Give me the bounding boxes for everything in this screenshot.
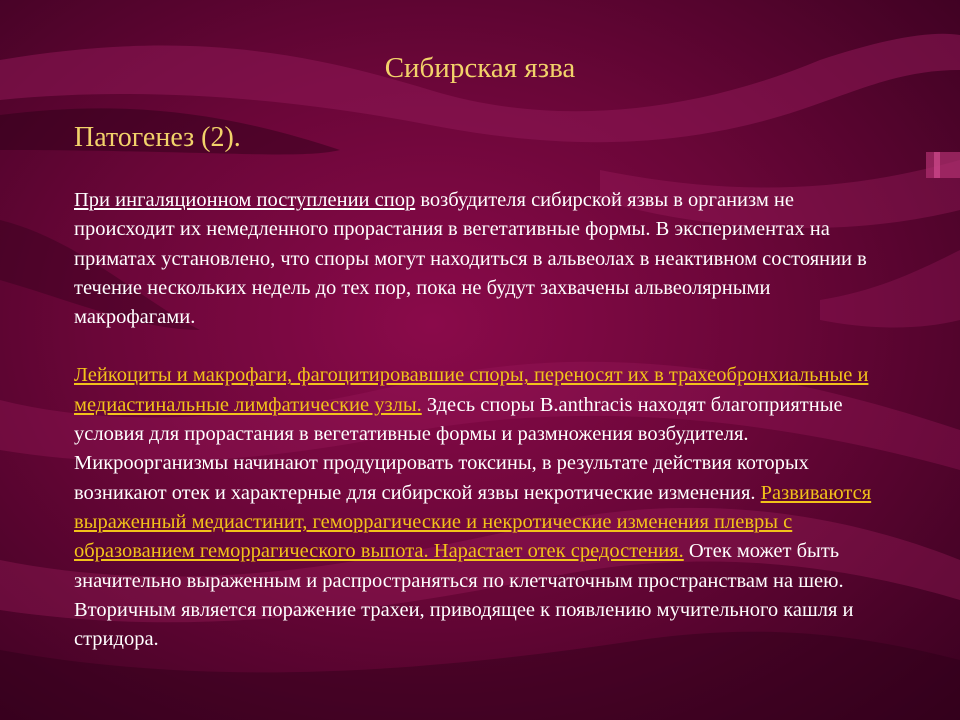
paragraph-1-text: возбудителя сибирской язвы в организм не происходит их немедленного прорастания в вегетативные формы. В экспериментах на приматах установлено, что споры могут находиться в альвеолах в неактивном состоянии в течение нескольких недель до тех пор, пока не будут захвачены альвеолярными макрофагами. xyxy=(74,189,867,329)
paragraph-2-text-1: Здесь споры B.anthracis находят благоприятные условия для прорастания в вегетативные формы и размножения возбудителя. Микроорганизмы начинают продуцировать токсины, в результате действия которых возникают отек и характерные для сибирской язвы некротические изменения. xyxy=(74,393,843,504)
paragraph-2 xyxy=(74,361,896,654)
slide-body xyxy=(74,186,896,654)
paragraph-1 xyxy=(74,186,896,332)
hyperlink-mediastinitis[interactable]: Развиваются выраженный медиастинит, геморрагические и некротические изменения плевры с образованием геморрагического выпота. Нарастает отек средостения. xyxy=(74,481,872,563)
underlined-phrase: При ингаляционном поступлении спор xyxy=(74,189,416,211)
paragraph-2-text-2: Отек может быть значительно выраженным и распространяться по клетчаточным пространствам на шею. Вторичным является поражение трахеи, приводящее к появлению мучительного кашля и стридора. xyxy=(74,540,854,651)
slide-title: Сибирская язва xyxy=(384,52,576,84)
hyperlink-lymph-nodes[interactable]: Лейкоциты и макрофаги, фагоцитировавшие споры, переносят их в трахеобронхиальные и медиастинальные лимфатические узлы. xyxy=(74,364,869,416)
slide-subtitle: Патогенез (2). xyxy=(74,122,241,153)
